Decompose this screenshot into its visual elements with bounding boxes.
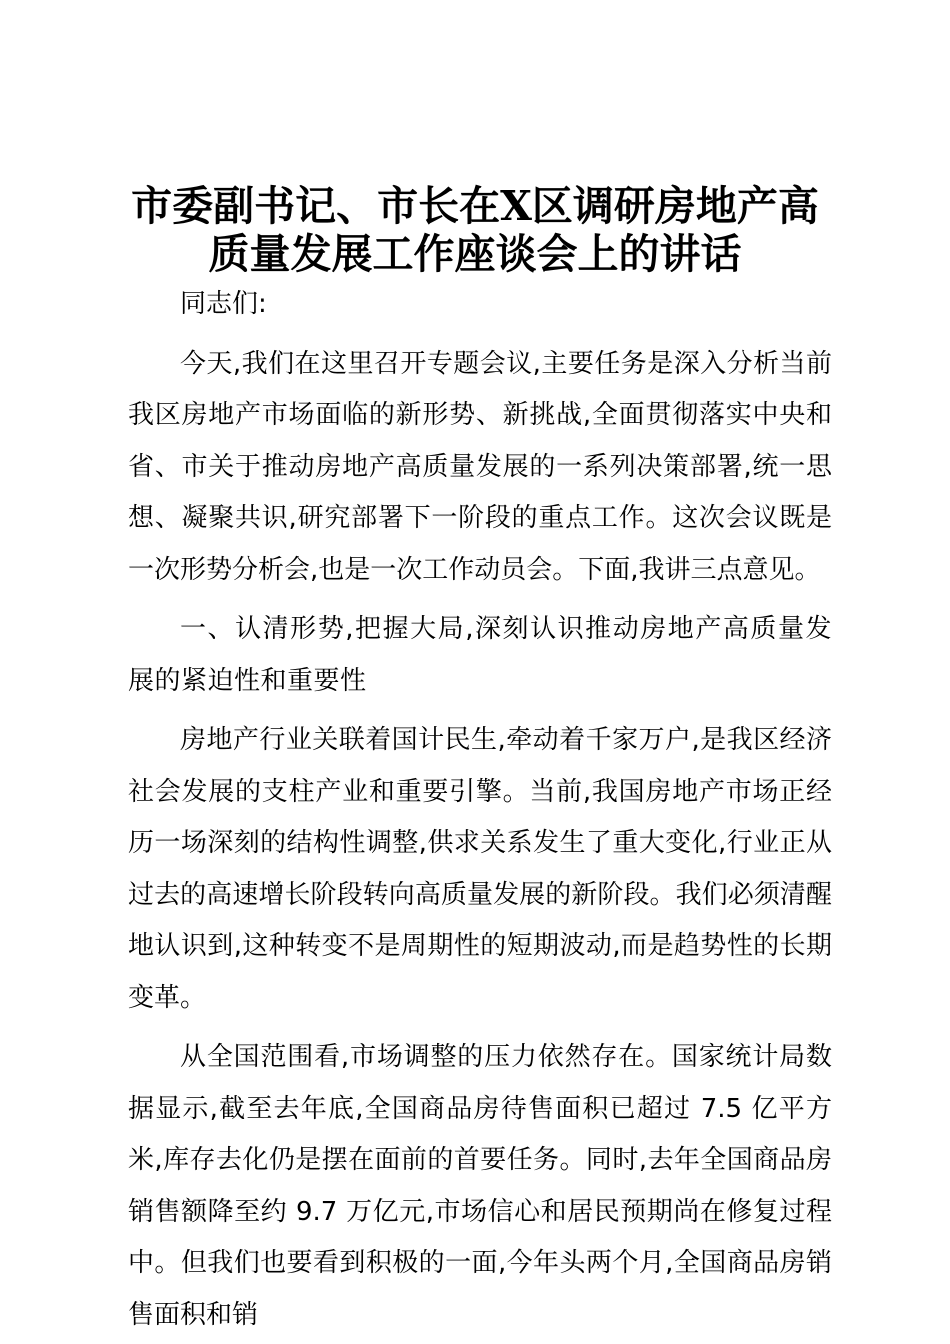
paragraph-industry: 房地产行业关联着国计民生,牵动着千家万户,是我区经济社会发展的支柱产业和重要引擎。当前,我国房地产市场正经历一场深刻的结构性调整,供求关系发生了重大变化,行业正从过去的高速增长阶段转向高质量发展的新阶段。我们必须清醒地认识到,这种转变不是周期性的短期波动,而是趋势性的长期变革。 (128, 725, 832, 1013)
paragraph-national-market: 从全国范围看,市场调整的压力依然存在。国家统计局数据显示,截至去年底,全国商品房待售面积已超过 7.5 亿平方米,库存去化仍是摆在面前的首要任务。同时,去年全国商品房销售额降至约 9.7 万亿元,市场信心和居民预期尚在修复过程中。但我们也要看到积极的一面,今年头两个月,全国商品房销售面积和销 (128, 1042, 832, 1330)
salutation: 同志们: (180, 289, 267, 319)
document-body (128, 279, 832, 1341)
section-heading-1: 一、认清形势,把握大局,深刻认识推动房地产高质量发展的紧迫性和重要性 (128, 614, 832, 696)
document-title: 市委副书记、市长在X区调研房地产高质量发展工作座谈会上的讲话 (131, 182, 819, 278)
paragraph-intro: 今天,我们在这里召开专题会议,主要任务是深入分析当前我区房地产市场面临的新形势、新挑战,全面贯彻落实中央和省、市关于推动房地产高质量发展的一系列决策部署,统一思想、凝聚共识,研究部署下一阶段的重点工作。这次会议既是一次形势分析会,也是一次工作动员会。下面,我讲三点意见。 (128, 348, 832, 585)
